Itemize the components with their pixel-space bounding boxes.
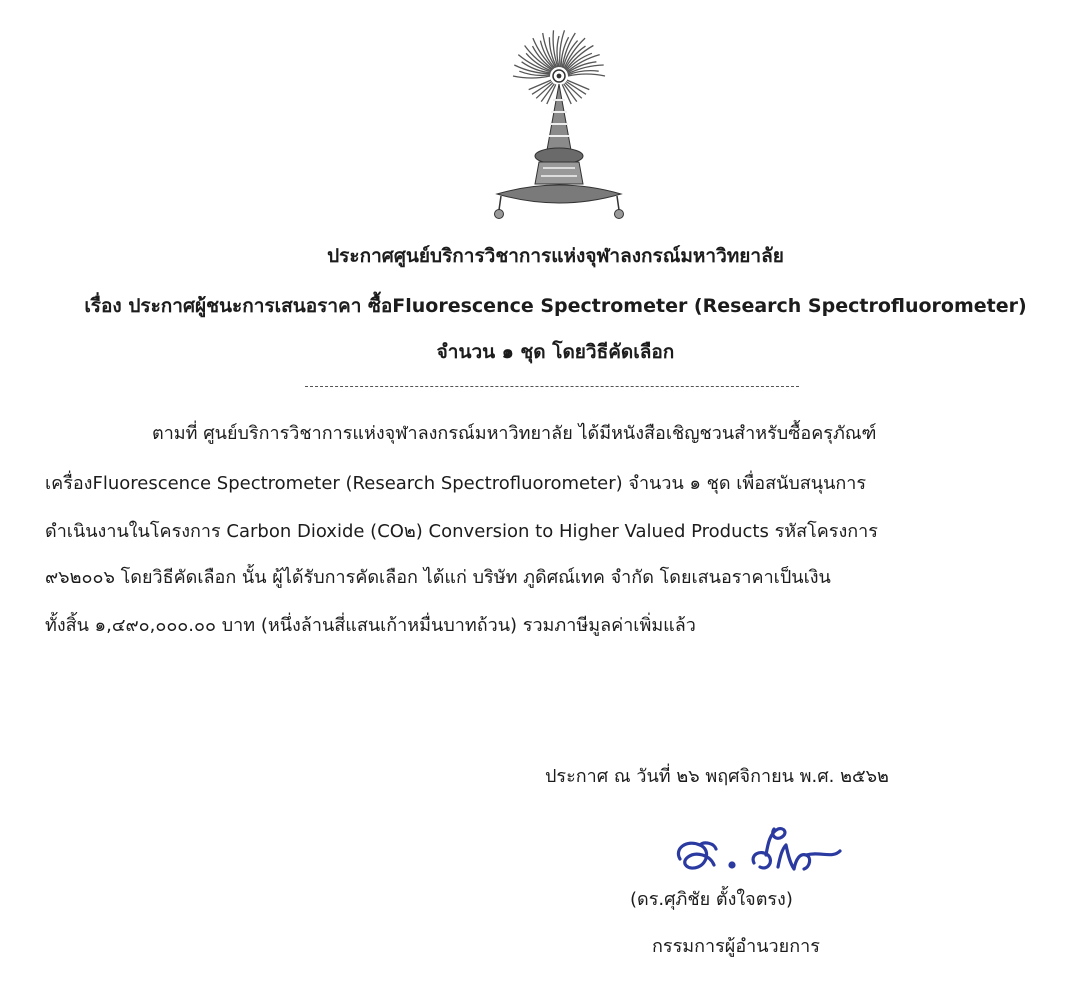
announcement-title: ประกาศศูนย์บริการวิชาการแห่งจุฬาลงกรณ์มหาวิทยาลัย (327, 245, 784, 267)
body-line-3: ดำเนินงานในโครงการ Carbon Dioxide (CO๒) Conversion to Higher Valued Products รหัสโครงการ (45, 521, 878, 542)
announcement-quantity-method: จำนวน ๑ ชุด โดยวิธีคัดเลือก (436, 341, 675, 363)
body-line-4: ๙๖๒๐๐๖ โดยวิธีคัดเลือก นั้น ผู้ได้รับการคัดเลือก ได้แก่ บริษัท ภูดิศณ์เทค จำกัด โดยเสนอราคาเป็นเงิน (45, 567, 831, 588)
dashed-divider (305, 386, 799, 387)
announcement-subject: เรื่อง ประกาศผู้ชนะการเสนอราคา ซื้อFluorescence Spectrometer (Research Spectrofluorometer) (84, 295, 1027, 317)
body-line-2: เครื่องFluorescence Spectrometer (Research Spectrofluorometer) จำนวน ๑ ชุด เพื่อสนับสนุนการ (45, 473, 867, 494)
handwritten-signature (670, 815, 870, 885)
body-line-5: ทั้งสิ้น ๑,๔๙๐,๐๐๐.๐๐ บาท (หนึ่งล้านสี่แสนเก้าหมื่นบาทถ้วน) รวมภาษีมูลค่าเพิ่มแล้ว (45, 615, 696, 636)
chula-phra-kiao-emblem-icon (491, 28, 627, 224)
announcement-date: ประกาศ ณ วันที่ ๒๖ พฤศจิกายน พ.ศ. ๒๕๖๒ (545, 766, 889, 787)
signer-title: กรรมการผู้อำนวยการ (652, 936, 820, 957)
body-line-1: ตามที่ ศูนย์บริการวิชาการแห่งจุฬาลงกรณ์มหาวิทยาลัย ได้มีหนังสือเชิญชวนสำหรับซื้อครุภัณฑ์ (152, 423, 877, 444)
signer-name: (ดร.ศุภิชัย ตั้งใจตรง) (630, 889, 793, 910)
